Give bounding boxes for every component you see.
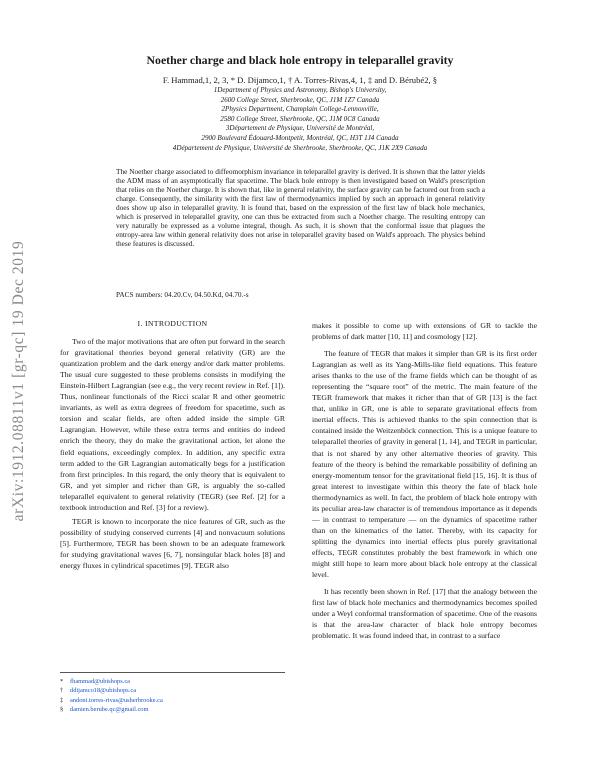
left-column (60, 318, 285, 571)
affiliations (70, 86, 530, 153)
author-list: F. Hammad,1, 2, 3, * D. Dijamco,1, † A. Torres-Rivas,4, 1, ‡ and D. Bérubé2, § (162, 75, 438, 85)
right-column (312, 320, 537, 641)
affiliation-line: 3Département de Physique, Université de Montréal, (225, 124, 375, 133)
footnote-email[interactable]: * fhammad@ubishops.ca (60, 678, 131, 685)
footnote-email[interactable]: § damien.berube.qc@gmail.com (60, 706, 149, 714)
paragraph: The feature of TEGR that makes it simpler than GR is its first order Lagrangian as well as its Yang-Mills-like field equations. This feature arises thanks to the use of the frame fields which can be thought of as representing the “square root” of the metric. The main feature of the TEGR framework that makes it richer than that of GR [13] is the fact that, unlike in GR, one is able to separate gravitational effects from inertial effects. This is achieved thanks to the spin connection that is contained inside the Weitzenböck connection. This is a unique feature to teleparallel theories of gravity in general [1, 14], and TEGR in particular, that is not shared by any other alternative theories of gravity. This feature of the theory is behind the remarkable possibility of defining an energy-momentum tensor for the gravitational field [15, 16]. It is thus of great interest to investigate within this theory the fate of black hole thermodynamics as well. In fact, the problem of black hole entropy with its peculiar area-law character is of tremendous importance as it depends — in contrast to temperature — on the dynamics of spacetime rather than on the kinematics of the latter. Thereby, with its capacity for splitting the dynamics into inertial effects plus purely gravitational effects, TEGR constitutes probably the best framework in which one might still hope to learn more about black hole entropy at the classical level. (312, 349, 537, 580)
paragraph: Two of the major motivations that are often put forward in the search for gravitational theories beyond general relativity (GR) are the quantization problem and the dark energy and/or dark matter problems. The usual cure suggested to these problems consists in modifying the Einstein-Hilbert Lagrangian (see e.g., the very recent review in Ref. [1]). Thus, nonlinear functionals of the Ricci scalar R and other geometric invariants, as well as extra degrees of freedom for spacetime, such as torsion and scalar fields, are often added inside the simple GR Lagrangian. However, while these extra terms and entities do indeed enrich the theory, they do make the gravitational action, let alone the field equations, exceedingly complex. In addition, any specific extra term added to the GR Lagrangian automatically begs for a justification from first principles. In this regard, the only theory that is equivalent to GR, and yet simpler and richer than GR, is arguably the so-called teleparallel equivalent to general relativity (TEGR) (see Ref. [2] for a textbook introduction and Ref. [3] for a review). (60, 337, 285, 512)
paragraph: TEGR is known to incorporate the nice features of GR, such as the possibility of studying conserved currents [4] and nonvacuum solutions [5]. Furthermore, TEGR has been shown to be an adequate framework for studying gravitational waves [6, 7], nonsingular black holes [8] and energy fluxes in cylindrical spacetimes [9]. TEGR also (60, 516, 285, 570)
affiliation-line: 2900 Boulevard Édouard-Montpetit, Montréal, QC, H3T 1J4 Canada (201, 133, 399, 142)
section-heading: I. INTRODUCTION (137, 319, 208, 328)
affiliation-line: 2580 College Street, Sherbrooke, QC, J1M 0C8 Canada (220, 114, 380, 123)
affiliation-line: 2Physics Department, Champlain College-Lennoxville, (221, 105, 379, 114)
affiliation-line: 4Département de Physique, Université de Sherbrooke, Sherbrooke, QC, J1K 2X9 Canada (172, 143, 428, 152)
paper-title: Noether charge and black hole entropy in teleparallel gravity (146, 53, 454, 67)
footnote-email[interactable]: ‡ andoni.torres-rivas@usherbrooke.ca (60, 696, 163, 704)
arxiv-identifier[interactable]: arXiv:1912.08811v1 [gr-qc] 19 Dec 2019 (10, 240, 27, 522)
footnote-email[interactable]: † ddijamco18@ubishops.ca (60, 687, 137, 695)
abstract: The Noether charge associated to diffeomorphism invariance in teleparallel gravity is derived. It is shown that the latter yields the ADM mass of an asymptotically flat spacetime. The black hole entropy is then investigated based on Wald's prescription that relies on the Noether charge. It is shown that, like in general relativity, the surface gravity can be factored out from such a charge. Consequently, the similarity with the first law of thermodynamics implied by such an approach in general relativity does show up also in teleparallel gravity. It is found that, based on the expression of the first law of black hole mechanics, which is preserved in teleparallel gravity, one can thus be extracted from such a Noether charge. The resulting entropy can very naturally be expressed as a volume integral, though. As such, it is shown that the conformal issue that plagues the entropy-area law within general relativity does not arise in teleparallel gravity based on Wald's approach. The physics behind these features is discussed. (116, 167, 485, 249)
paragraph: makes it possible to come up with extensions of GR to tackle the problems of dark matter [10, 11] and cosmology [12]. (312, 321, 537, 342)
footnotes (60, 672, 285, 715)
affiliation-line: 1Department of Physics and Astronomy, Bishop's University, (213, 86, 387, 94)
paragraph: It has recently been shown in Ref. [17] that the analogy between the first law of black hole mechanics and thermodynamics becomes spoiled under a Weyl conformal transformation of spacetime. One of the reasons is that the area-law character of black hole entropy becomes problematic. It was found indeed that, in contrast to a surface (312, 587, 537, 641)
pacs-numbers: PACS numbers: 04.20.Cv, 04.50.Kd, 04.70.-s (116, 290, 249, 299)
affiliation-line: 2600 College Street, Sherbrooke, QC, J1M 1Z7 Canada (220, 95, 380, 104)
